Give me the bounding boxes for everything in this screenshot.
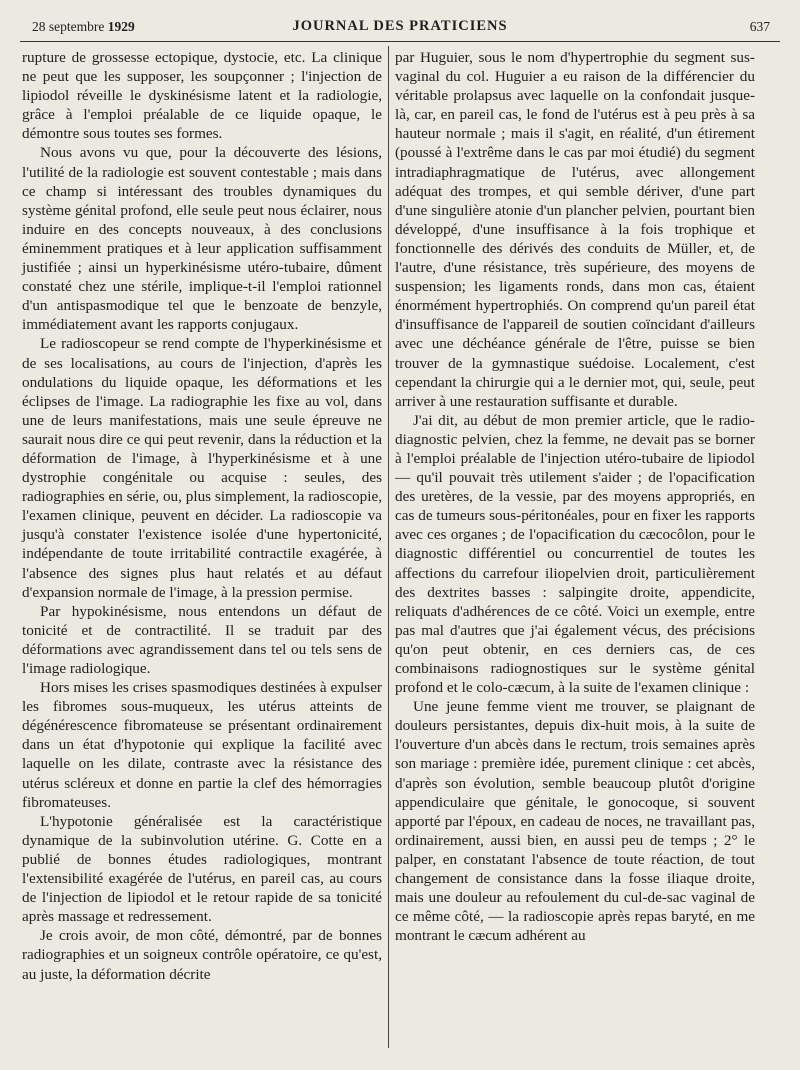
column-divider (388, 46, 389, 1048)
paragraph: Nous avons vu que, pour la découverte des lésions, l'utilité de la radiologie est souvent contestable ; mais dans ce champ si intéressant des troubles dynamiques du système génital profond, elle seule peut nous éclairer, nous induire en des concepts nouveaux, à des conclusions éminemment pratiques et à leur application suffisamment justifiée ; ainsi un hyperkinésisme utéro-tubaire, dûment constaté chez une stérile, implique-t-il l'emploi rationnel d'un antispasmodique tel que le benzoate de benzyle, immédiatement avant les rapports conjugaux. (22, 144, 382, 334)
paragraph: Une jeune femme vient me trouver, se plaignant de douleurs persistantes, depuis dix-huit mois, à la suite de l'ouverture d'un abcès dans le rectum, trois semaines après son mariage : première idée, purement clinique : cet abcès, d'après son évolution, semble beaucoup plutôt d'origine appendiculaire que génitale, le gonocoque, si souvent apporté par l'époux, en cadeau de noces, ne travaillant pas, ordinairement, aussi bien, en aussi peu de temps ; 2° le palper, en constatant l'absence de toute réaction, de tout changement de consistance dans la fosse iliaque droite, mais une douleur au refoulement du cul-de-sac vaginal de ce même côté, — la radioscopie après repas baryté, en me montrant le cæcum adhérent au (395, 698, 755, 945)
paragraph: par Huguier, sous le nom d'hypertrophie du segment sus-vaginal du col. Huguier a eu raison de la différencier du véritable prolapsus avec laquelle on la confondait jusque-là, car, en pareil cas, le fond de l'utérus est à peu près à sa hauteur normale ; mais il s'agit, en réalité, d'un étirement (poussé à l'extrême dans le cas par moi étudié) du segment intradiaphragmatique de l'utérus, avec allongement adéquat des trompes, et qui semble dériver, d'une part d'une singulière atonie d'un plancher pelvien, pourtant bien développé, d'une insuffisance à la fois trophique et fonctionnelle des dérivés des conduits de Müller, et, de l'autre, d'une résistance, très supérieure, des moyens de suspension; les ligaments ronds, dans mon cas, étaient énormément hypertrophiés. On comprend qu'un pareil état d'insuffisance de l'appareil de soutien coïncidant d'ailleurs avec une déchéance générale de l'être, puisse se bien trouver de la gymnastique suédoise. Localement, c'est cependant la chirurgie qui a le dernier mot, qui, seule, peut arriver à une restauration suffisante et durable. (395, 49, 755, 410)
left-column (22, 48, 382, 984)
paragraph: Je crois avoir, de mon côté, démontré, par de bonnes radiographies et un soigneux contrôle opératoire, ce qu'est, au juste, la déformation décrite (22, 927, 382, 983)
paragraph: J'ai dit, au début de mon premier article, que le radio-diagnostic pelvien, chez la femme, ne devait pas se borner à l'emploi préalable de l'injection utéro-tubaire de lipiodol — qu'il pouvait très utilement s'aider ; de l'opacification des uretères, de la vessie, par des moyens appropriés, en cas de tumeurs sous-péritonéales, pour en fixer les rapports avec ces organes ; de l'opacification du cæcocôlon, pour le diagnostic différentiel ou concurrentiel de toutes les affections du carrefour iliopelvien droit, particulièrement des dextrites basses : salpingite droite, appendicite, reliquats d'adhérences de ce côté. Voici un exemple, entre pas mal d'autres que j'ai également vécus, des précisions qu'on peut obtenir, en ces derniers cas, de ces combinaisons radiognostiques sur le système génital profond et le colo-cæcum, à la suite de l'examen clinique : (395, 411, 755, 697)
header-date-text: 28 septembre (32, 19, 105, 34)
page-number: 637 (749, 19, 770, 34)
paragraph: L'hypotonie généralisée est la caractéristique dynamique de la subinvolution utérine. G. Cotte en a publié de bonnes études radiologiques, montrant l'extensibilité exagérée de l'utérus, en pareil cas, au cours de l'injection de lipiodol et le retour rapide de sa tonicité après massage et redressement. (22, 812, 382, 926)
paragraph: Par hypokinésisme, nous entendons un défaut de tonicité et de contractilité. Il se traduit par des déformations avec agrandissement dans tel ou tels sens de l'image radiologique. (22, 602, 382, 677)
right-column (395, 48, 755, 945)
journal-title: JOURNAL DES PRATICIENS (292, 18, 508, 34)
paragraph: Hors mises les crises spasmodiques destinées à expulser les fibromes sous-muqueux, les utérus atteints de dégénérescence fibromateuse se présentant ordinairement dans un état d'hypotonie qui explique la facilité avec laquelle on les dilate, contraste avec la résistance des utérus scléreux et donne en partie la clef des hémorragies fibromateuses. (22, 679, 382, 811)
paragraph: Le radioscopeur se rend compte de l'hyperkinésisme et de ses localisations, au cours de l'injection, d'après les ondulations du liquide opaque, les déformations et les éclipses de l'image. La radiographie les fixe au vol, dans une de leurs manifestations, mais une seule épreuve ne saurait nous dire ce qui peut revenir, dans la réduction et la déformation de l'image, à l'hyperkinésisme et à une dystrophie congénitale ou acquise : seules, des radiographies en série, ou, plus simplement, la radioscopie, l'examen clinique, peuvent en décider. La radioscopie va jusqu'à constater l'existence isolée d'une hypertonicité, indépendante de toute irritabilité contractile exagérée, à l'absence des signes plus haut relatés et au défaut d'expansion normale de l'image, à la pression permise. (22, 335, 382, 601)
page-header (20, 15, 780, 42)
paragraph: rupture de grossesse ectopique, dystocie, etc. La clinique ne peut que les supposer, les soupçonner ; l'injection de lipiodol réveille le dyskinésisme latent et la radiologie, grâce à l'emploi préalable de ce liquide opaque, le démontre sous toutes ses formes. (22, 49, 382, 143)
header-year: 1929 (107, 19, 135, 34)
